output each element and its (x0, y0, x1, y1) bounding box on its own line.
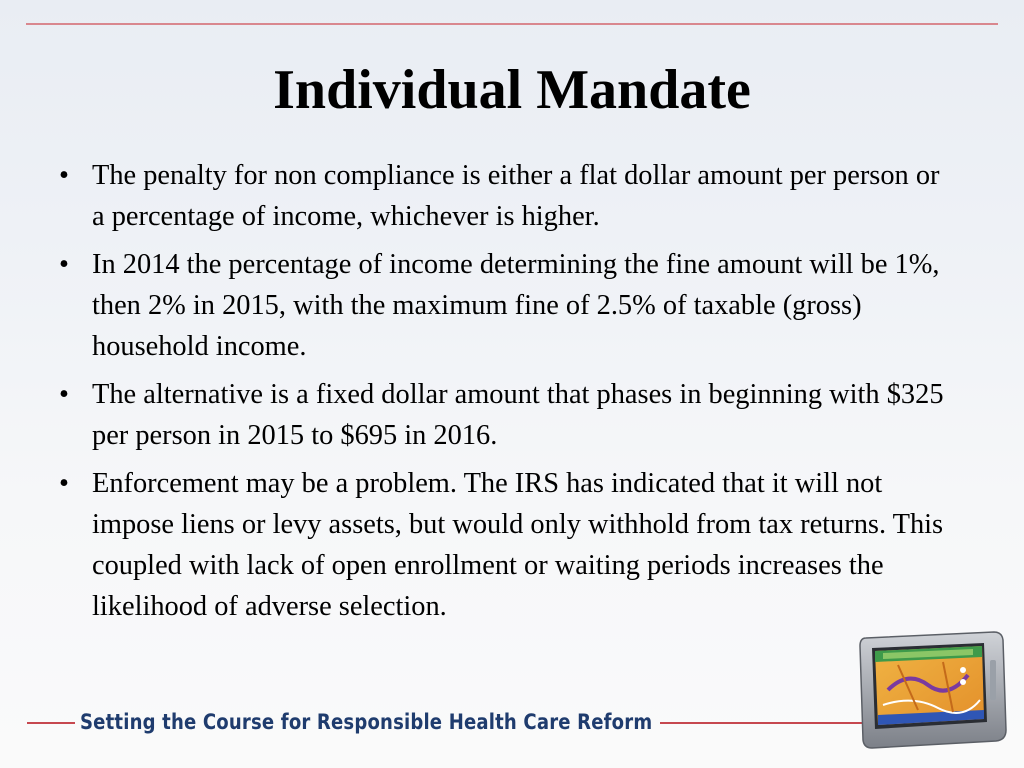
bullet-item (54, 463, 954, 627)
bullet-dot: • (59, 468, 69, 499)
bullet-text: Enforcement may be a problem. The IRS has indicated that it will not impose liens or levy assets, but would only withhold from tax returns. This coupled with lack of open enrollment or waiting periods increases the likelihood of adverse selection. (92, 468, 944, 622)
top-divider (26, 23, 998, 25)
bullet-text: The alternative is a fixed dollar amount that phases in beginning with $325 per person in 2015 to $695 in 2016. (92, 379, 944, 451)
gps-navigation-device-icon (858, 630, 1008, 750)
bullet-item (54, 244, 954, 367)
footer-tagline: Setting the Course for Responsible Health Care Reform (80, 710, 653, 734)
footer-divider-left (27, 722, 75, 724)
bullet-list (54, 155, 954, 634)
bullet-item (54, 155, 954, 237)
slide-title: Individual Mandate (273, 59, 751, 121)
bullet-dot: • (59, 160, 69, 191)
bullet-text: In 2014 the percentage of income determining the fine amount will be 1%, then 2% in 2015, with the maximum fine of 2.5% of taxable (gross) household income. (92, 249, 940, 362)
bullet-text: The penalty for non compliance is either a flat dollar amount per person or a percentage of income, whichever is higher. (92, 160, 940, 232)
bullet-item (54, 374, 954, 456)
bullet-dot: • (59, 379, 69, 410)
footer-divider-right (660, 722, 872, 724)
bullet-dot: • (59, 249, 69, 280)
